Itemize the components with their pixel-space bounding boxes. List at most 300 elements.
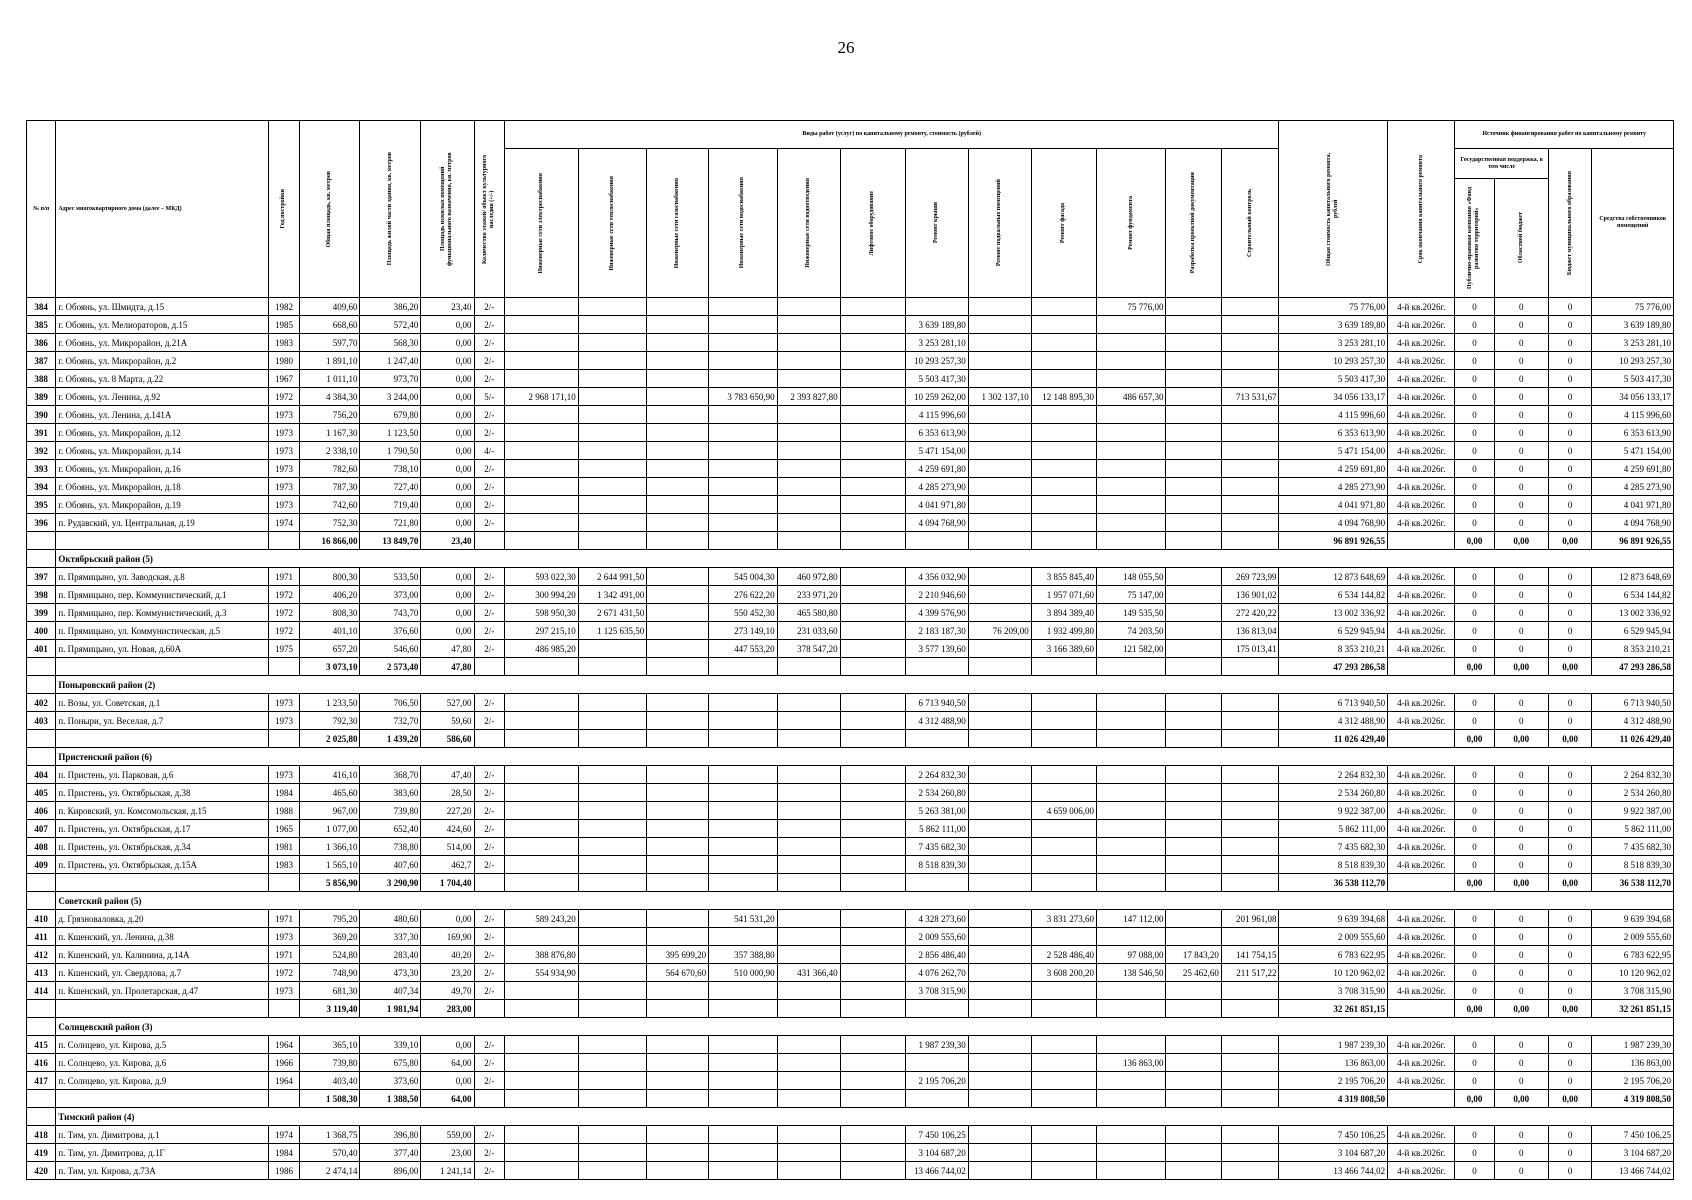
total-cost-cell: 34 056 133,17 [1279,388,1388,406]
funding-cell: 0 [1494,424,1548,442]
work-cost-cell: 148 055,50 [1096,568,1166,586]
work-cost-cell [578,784,646,802]
total-area-cell: 406,20 [299,586,360,604]
empty-cell [578,1000,646,1018]
work-cost-cell [578,424,646,442]
work-cost-cell [578,946,646,964]
empty-cell [1031,532,1096,550]
work-cost-cell [709,298,777,316]
work-cost-cell [647,622,709,640]
work-cost-cell [709,1036,777,1054]
subtotal-nonresidential-area: 64,00 [421,1090,474,1108]
work-cost-cell [504,802,578,820]
work-cost-cell [504,406,578,424]
empty-cell [840,874,905,892]
funding-cell: 0 [1455,442,1494,460]
empty-cell [1221,874,1279,892]
total-cost-cell: 5 503 417,30 [1279,370,1388,388]
funding-cell: 0 [1494,820,1548,838]
work-cost-cell [647,694,709,712]
empty-cell [27,1000,56,1018]
table-body [27,298,1674,1180]
total-area-cell: 403,40 [299,1072,360,1090]
living-area-cell: 568,30 [360,334,421,352]
work-cost-cell [1031,370,1096,388]
nonresidential-area-cell: 47,80 [421,640,474,658]
row-number: 420 [27,1162,56,1180]
work-cost-cell [709,478,777,496]
work-cost-cell [840,370,905,388]
total-cost-cell: 3 708 315,90 [1279,982,1388,1000]
funding-cell: 5 503 417,30 [1592,370,1674,388]
year-cell: 1965 [269,820,299,838]
living-area-cell: 727,40 [360,478,421,496]
empty-cell [27,1018,56,1036]
total-cost-cell: 9 639 394,68 [1279,910,1388,928]
funding-cell: 0 [1548,766,1591,784]
work-cost-cell: 593 022,30 [504,568,578,586]
work-cost-cell [968,1054,1031,1072]
work-cost-cell [777,496,840,514]
deadline-cell: 4-й кв.2026г. [1388,820,1455,838]
empty-cell [777,658,840,676]
deadline-cell: 4-й кв.2026г. [1388,640,1455,658]
empty-cell [269,730,299,748]
work-cost-cell: 269 723,99 [1221,568,1279,586]
work-cost-cell [647,496,709,514]
subtotal-funding-cell: 0,00 [1455,1090,1494,1108]
row-number: 408 [27,838,56,856]
funding-cell: 0 [1548,640,1591,658]
work-cost-cell [1096,1162,1166,1180]
work-cost-cell [968,1036,1031,1054]
work-cost-cell [1166,388,1221,406]
empty-cell [777,874,840,892]
work-cost-cell [504,1036,578,1054]
nonresidential-area-cell: 23,00 [421,1144,474,1162]
subtotal-funding-cell: 0,00 [1455,658,1494,676]
funding-cell: 0 [1494,1126,1548,1144]
funding-cell: 6 529 945,94 [1592,622,1674,640]
work-cost-cell [709,316,777,334]
living-area-cell: 386,20 [360,298,421,316]
total-area-cell: 1 891,10 [299,352,360,370]
work-cost-cell [968,640,1031,658]
work-cost-cell [777,316,840,334]
year-cell: 1973 [269,694,299,712]
subtotal-total-area: 3 073,10 [299,658,360,676]
work-cost-cell [1166,838,1221,856]
subtotal-funding-cell: 0,00 [1455,730,1494,748]
year-cell: 1973 [269,424,299,442]
district-header-row [27,1108,1674,1126]
funding-cell: 0 [1494,460,1548,478]
empty-cell [27,676,56,694]
nonresidential-area-cell: 0,00 [421,1072,474,1090]
empty-cell [1166,1090,1221,1108]
total-area-cell: 416,10 [299,766,360,784]
subtotal-funding-cell: 0,00 [1455,874,1494,892]
deadline-cell: 4-й кв.2026г. [1388,334,1455,352]
funding-cell: 0 [1455,1054,1494,1072]
total-cost-cell: 13 466 744,02 [1279,1162,1388,1180]
work-cost-cell [1166,1144,1221,1162]
living-area-cell: 738,80 [360,838,421,856]
capital-repair-table [26,120,1674,1180]
district-header-row [27,748,1674,766]
funding-cell: 3 104 687,20 [1592,1144,1674,1162]
work-cost-cell [709,1126,777,1144]
total-cost-cell: 9 922 387,00 [1279,802,1388,820]
work-cost-cell [968,370,1031,388]
work-cost-cell [578,1144,646,1162]
empty-cell [1388,658,1455,676]
work-cost-cell [968,604,1031,622]
header-roof-repair: Ремонт крыши [933,202,940,244]
total-area-cell: 2 338,10 [299,442,360,460]
work-cost-cell [1096,424,1166,442]
work-cost-cell [709,496,777,514]
header-foundation-repair: Ремонт фундамента [1127,196,1134,250]
work-cost-cell [647,334,709,352]
deadline-cell: 4-й кв.2026г. [1388,1036,1455,1054]
empty-cell [27,658,56,676]
work-cost-cell [777,694,840,712]
deadline-cell: 4-й кв.2026г. [1388,694,1455,712]
funding-cell: 0 [1548,856,1591,874]
work-cost-cell [1096,838,1166,856]
header-gas-networks: Инженерные сети газоснабжения [674,177,681,269]
work-cost-cell [840,946,905,964]
district-header-row [27,550,1674,568]
work-cost-cell [840,1126,905,1144]
work-cost-cell [840,352,905,370]
header-funding-group: Источник финансирования работ по капитальному ремонту [1455,121,1674,149]
work-cost-cell: 231 033,60 [777,622,840,640]
district-name: Пристенский район (6) [56,748,1674,766]
work-cost-cell [840,928,905,946]
total-area-cell: 570,40 [299,1144,360,1162]
empty-cell [1031,730,1096,748]
work-cost-cell [1096,352,1166,370]
empty-cell [709,658,777,676]
row-number: 406 [27,802,56,820]
funding-cell: 0 [1548,622,1591,640]
work-cost-cell [1166,1126,1221,1144]
subtotal-living-area: 1 439,20 [360,730,421,748]
work-cost-cell: 4 399 576,90 [905,604,968,622]
total-cost-cell: 10 120 962,02 [1279,964,1388,982]
subtotal-nonresidential-area: 1 704,40 [421,874,474,892]
work-cost-cell [504,838,578,856]
empty-cell [504,658,578,676]
deadline-cell: 4-й кв.2026г. [1388,424,1455,442]
work-cost-cell [578,298,646,316]
living-area-cell: 706,50 [360,694,421,712]
total-area-cell: 1 011,10 [299,370,360,388]
funding-cell: 0 [1455,496,1494,514]
table-row [27,478,1674,496]
work-cost-cell [578,316,646,334]
subtotal-living-area: 1 388,50 [360,1090,421,1108]
living-area-cell: 721,80 [360,514,421,532]
table-row [27,352,1674,370]
table-row [27,568,1674,586]
work-cost-cell [709,982,777,1000]
work-cost-cell [968,1072,1031,1090]
work-cost-cell [647,784,709,802]
total-area-cell: 792,30 [299,712,360,730]
floors-cell: 2/- [474,1126,504,1144]
work-cost-cell [1096,802,1166,820]
header-design-docs: Разработка проектной документации [1190,172,1197,274]
subtotal-funding-cell: 0,00 [1494,1000,1548,1018]
row-number: 403 [27,712,56,730]
empty-cell [1096,874,1166,892]
funding-cell: 2 534 260,80 [1592,784,1674,802]
work-cost-cell [709,514,777,532]
total-cost-cell: 2 009 555,60 [1279,928,1388,946]
table-row [27,622,1674,640]
work-cost-cell [1221,316,1279,334]
work-cost-cell [840,1036,905,1054]
work-cost-cell: 121 582,00 [1096,640,1166,658]
work-cost-cell [840,388,905,406]
work-cost-cell: 1 125 635,50 [578,622,646,640]
living-area-cell: 283,40 [360,946,421,964]
subtotal-total-cost: 36 538 112,70 [1279,874,1388,892]
living-area-cell: 675,80 [360,1054,421,1072]
table-row [27,334,1674,352]
funding-cell: 0 [1455,424,1494,442]
funding-cell: 5 862 111,00 [1592,820,1674,838]
work-cost-cell [504,982,578,1000]
work-cost-cell: 75 776,00 [1096,298,1166,316]
work-cost-cell [1031,1054,1096,1072]
floors-cell: 2/- [474,802,504,820]
work-cost-cell: 510 000,90 [709,964,777,982]
row-number: 412 [27,946,56,964]
floors-cell: 2/- [474,460,504,478]
funding-cell: 0 [1455,838,1494,856]
funding-cell: 0 [1455,586,1494,604]
year-cell: 1974 [269,514,299,532]
header-year: Год постройки [280,189,287,229]
funding-cell: 0 [1548,982,1591,1000]
funding-cell: 0 [1494,964,1548,982]
work-cost-cell [647,856,709,874]
empty-cell [709,1090,777,1108]
empty-cell [1096,730,1166,748]
work-cost-cell [1166,478,1221,496]
work-cost-cell [1166,1036,1221,1054]
funding-cell: 0 [1455,460,1494,478]
district-header-row [27,892,1674,910]
subtotal-total-area: 1 508,30 [299,1090,360,1108]
year-cell: 1972 [269,604,299,622]
funding-cell: 0 [1455,334,1494,352]
funding-cell: 6 353 613,90 [1592,424,1674,442]
funding-cell: 0 [1548,568,1591,586]
funding-cell: 0 [1494,478,1548,496]
work-cost-cell [1031,1126,1096,1144]
header-regional-budget: Областной бюджет [1517,212,1524,264]
work-cost-cell [1096,460,1166,478]
total-area-cell: 524,80 [299,946,360,964]
work-cost-cell [1221,1162,1279,1180]
work-cost-cell [647,802,709,820]
subtotal-funding-cell: 47 293 286,58 [1592,658,1674,676]
subtotal-funding-cell: 4 319 808,50 [1592,1090,1674,1108]
empty-cell [968,658,1031,676]
work-cost-cell [504,334,578,352]
year-cell: 1985 [269,316,299,334]
floors-cell: 2/- [474,316,504,334]
funding-cell: 12 873 648,69 [1592,568,1674,586]
row-number: 385 [27,316,56,334]
district-name: Солнцевский район (3) [56,1018,1674,1036]
work-cost-cell: 2 534 260,80 [905,784,968,802]
work-cost-cell [709,352,777,370]
floors-cell: 2/- [474,334,504,352]
header-basement-repair: Ремонт подвальных помещений [996,179,1003,267]
funding-cell: 2 195 706,20 [1592,1072,1674,1090]
work-cost-cell: 211 517,22 [1221,964,1279,982]
work-cost-cell: 149 535,50 [1096,604,1166,622]
year-cell: 1973 [269,496,299,514]
work-cost-cell [1031,1144,1096,1162]
nonresidential-area-cell: 0,00 [421,586,474,604]
deadline-cell: 4-й кв.2026г. [1388,1126,1455,1144]
empty-cell [968,532,1031,550]
page-number: 26 [837,38,855,57]
work-cost-cell [1096,406,1166,424]
header-sewer-networks: Инженерные сети водоотведения [805,178,812,268]
living-area-cell: 1 247,40 [360,352,421,370]
work-cost-cell [968,964,1031,982]
table-row [27,514,1674,532]
funding-cell: 0 [1548,928,1591,946]
work-cost-cell [968,946,1031,964]
funding-cell: 0 [1494,622,1548,640]
work-cost-cell: 2 528 486,40 [1031,946,1096,964]
empty-cell [27,550,56,568]
work-cost-cell [777,370,840,388]
work-cost-cell [578,388,646,406]
work-cost-cell [1166,766,1221,784]
empty-cell [777,1000,840,1018]
header-state-support: Государственная поддержка, в том числе [1455,149,1548,179]
subtotal-total-area: 5 856,90 [299,874,360,892]
work-cost-cell [777,424,840,442]
work-cost-cell [504,478,578,496]
funding-cell: 75 776,00 [1592,298,1674,316]
total-area-cell: 4 384,30 [299,388,360,406]
row-number: 392 [27,442,56,460]
work-cost-cell [968,1144,1031,1162]
empty-cell [1096,1090,1166,1108]
work-cost-cell [968,352,1031,370]
work-cost-cell [840,424,905,442]
work-cost-cell: 276 622,20 [709,586,777,604]
funding-cell: 4 041 971,80 [1592,496,1674,514]
work-cost-cell [840,910,905,928]
work-cost-cell [840,1054,905,1072]
empty-cell [647,1090,709,1108]
work-cost-cell [777,334,840,352]
total-area-cell: 742,60 [299,496,360,514]
district-header-row [27,1018,1674,1036]
work-cost-cell [578,406,646,424]
work-cost-cell [1166,1072,1221,1090]
work-cost-cell [1166,406,1221,424]
empty-cell [578,874,646,892]
subtotal-funding-cell: 0,00 [1494,1090,1548,1108]
work-cost-cell [578,694,646,712]
table-row [27,1072,1674,1090]
deadline-cell: 4-й кв.2026г. [1388,856,1455,874]
address-cell: п. Пристень, ул. Октябрьская, д.17 [56,820,269,838]
empty-cell [56,730,269,748]
work-cost-cell [1166,928,1221,946]
deadline-cell: 4-й кв.2026г. [1388,388,1455,406]
header-facade-repair: Ремонт фасада [1060,202,1067,244]
nonresidential-area-cell: 0,00 [421,622,474,640]
work-cost-cell [840,496,905,514]
work-cost-cell: 10 259 262,00 [905,388,968,406]
empty-cell [269,658,299,676]
work-cost-cell [1031,514,1096,532]
row-number: 391 [27,424,56,442]
work-cost-cell [647,1054,709,1072]
funding-cell: 0 [1494,982,1548,1000]
floors-cell: 2/- [474,766,504,784]
work-cost-cell [1221,928,1279,946]
work-cost-cell [1221,982,1279,1000]
work-cost-cell [1096,370,1166,388]
living-area-cell: 473,30 [360,964,421,982]
address-cell: г. Обоянь, ул. Ленина, д.92 [56,388,269,406]
work-cost-cell [647,982,709,1000]
work-cost-cell [840,316,905,334]
work-cost-cell: 589 243,20 [504,910,578,928]
deadline-cell: 4-й кв.2026г. [1388,460,1455,478]
work-cost-cell: 2 671 431,50 [578,604,646,622]
address-cell: п. Пристень, ул. Октябрьская, д.15А [56,856,269,874]
total-cost-cell: 7 435 682,30 [1279,838,1388,856]
work-cost-cell: 1 987 239,30 [905,1036,968,1054]
empty-cell [1166,730,1221,748]
year-cell: 1988 [269,802,299,820]
work-cost-cell [1096,478,1166,496]
work-cost-cell: 1 957 071,60 [1031,586,1096,604]
header-construction-control: Строительный контроль [1246,189,1253,257]
work-cost-cell [1031,820,1096,838]
nonresidential-area-cell: 559,00 [421,1126,474,1144]
work-cost-cell [647,442,709,460]
funding-cell: 0 [1548,442,1591,460]
empty-cell [269,532,299,550]
address-cell: п. Кшенский, ул. Ленина, д.38 [56,928,269,946]
funding-cell: 0 [1548,370,1591,388]
subtotal-funding-cell: 0,00 [1548,730,1591,748]
work-cost-cell [840,514,905,532]
work-cost-cell [840,802,905,820]
empty-cell [1388,730,1455,748]
living-area-cell: 652,40 [360,820,421,838]
empty-cell [709,730,777,748]
total-cost-cell: 4 115 996,60 [1279,406,1388,424]
